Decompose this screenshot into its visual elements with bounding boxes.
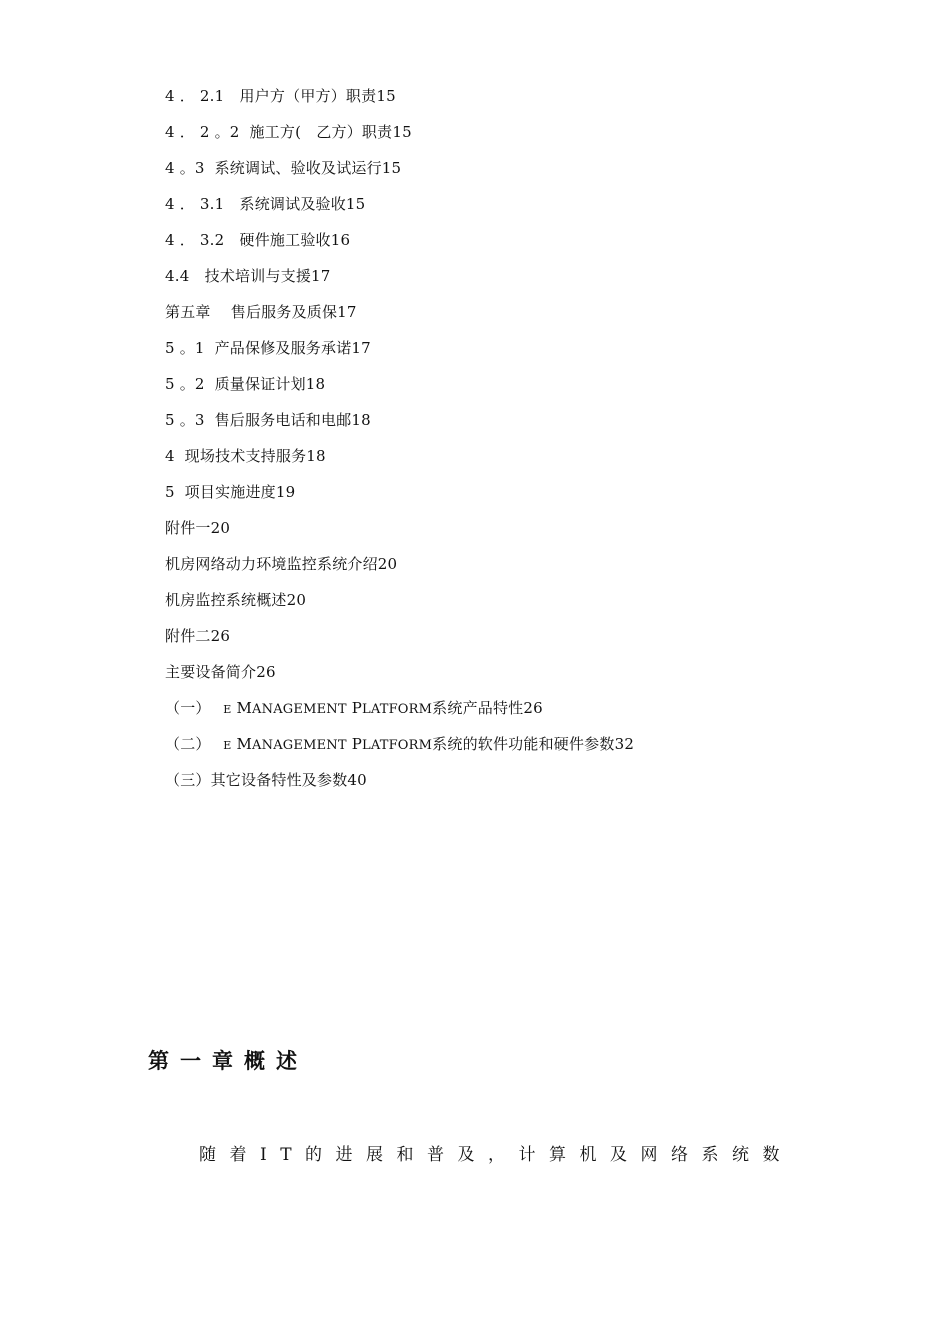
toc-item[interactable]: 4 ． 2 。2 施工方( 乙方）职责15 — [165, 123, 412, 141]
toc-item-em-platform-params[interactable] — [165, 732, 634, 768]
toc-item[interactable]: 4 ． 3.1 系统调试及验收15 — [165, 195, 366, 213]
toc-item-anagement: ANAGEMENT — [252, 738, 347, 753]
toc-item[interactable]: 附件一20 — [165, 519, 231, 537]
toc-item[interactable]: 第五章 售后服务及质保17 — [165, 303, 357, 321]
toc-item-prefix: （一） — [165, 699, 224, 717]
toc-item[interactable]: 主要设备简介26 — [165, 663, 276, 681]
toc-item[interactable]: 5 项目实施进度19 — [165, 483, 296, 501]
toc-item-e: E — [223, 739, 232, 752]
body-paragraph: 随着IT的进展和普及，计算机及网络系统数 — [199, 1145, 794, 1165]
toc-item-anagement: ANAGEMENT — [252, 702, 347, 717]
toc-item-em-platform-features[interactable] — [165, 696, 634, 732]
toc-item[interactable]: 4 ． 2.1 用户方（甲方）职责15 — [165, 87, 396, 105]
toc-item[interactable]: 机房监控系统概述20 — [165, 591, 307, 609]
toc-item-latform: LATFORM — [362, 738, 433, 753]
toc-item[interactable]: 4 ． 3.2 硬件施工验收16 — [165, 231, 351, 249]
toc-item-p: P — [346, 735, 362, 753]
toc-item-m: M — [231, 699, 253, 717]
toc-item[interactable]: 5 。2 质量保证计划18 — [165, 375, 326, 393]
toc-item-m: M — [231, 735, 253, 753]
table-of-contents — [165, 84, 634, 804]
toc-item[interactable]: 5 。1 产品保修及服务承诺17 — [165, 339, 371, 357]
toc-item[interactable]: 4 现场技术支持服务18 — [165, 447, 326, 465]
toc-item[interactable]: 5 。3 售后服务电话和电邮18 — [165, 411, 371, 429]
toc-item-e: E — [223, 703, 232, 716]
toc-item-p: P — [346, 699, 362, 717]
chapter-title: 第一章概述 — [148, 1049, 308, 1073]
toc-item-suffix: 系统产品特性26 — [432, 699, 543, 717]
toc-item[interactable]: 4 。3 系统调试、验收及试运行15 — [165, 159, 402, 177]
toc-item[interactable]: 附件二26 — [165, 627, 231, 645]
toc-item[interactable]: 机房网络动力环境监控系统介绍20 — [165, 555, 398, 573]
toc-item-suffix: 系统的软件功能和硬件参数32 — [432, 735, 635, 753]
toc-item-latform: LATFORM — [362, 702, 433, 717]
toc-item[interactable]: 4.4 技术培训与支援17 — [165, 267, 331, 285]
toc-item[interactable]: （三）其它设备特性及参数40 — [165, 771, 367, 789]
toc-item-prefix: （二） — [165, 735, 224, 753]
